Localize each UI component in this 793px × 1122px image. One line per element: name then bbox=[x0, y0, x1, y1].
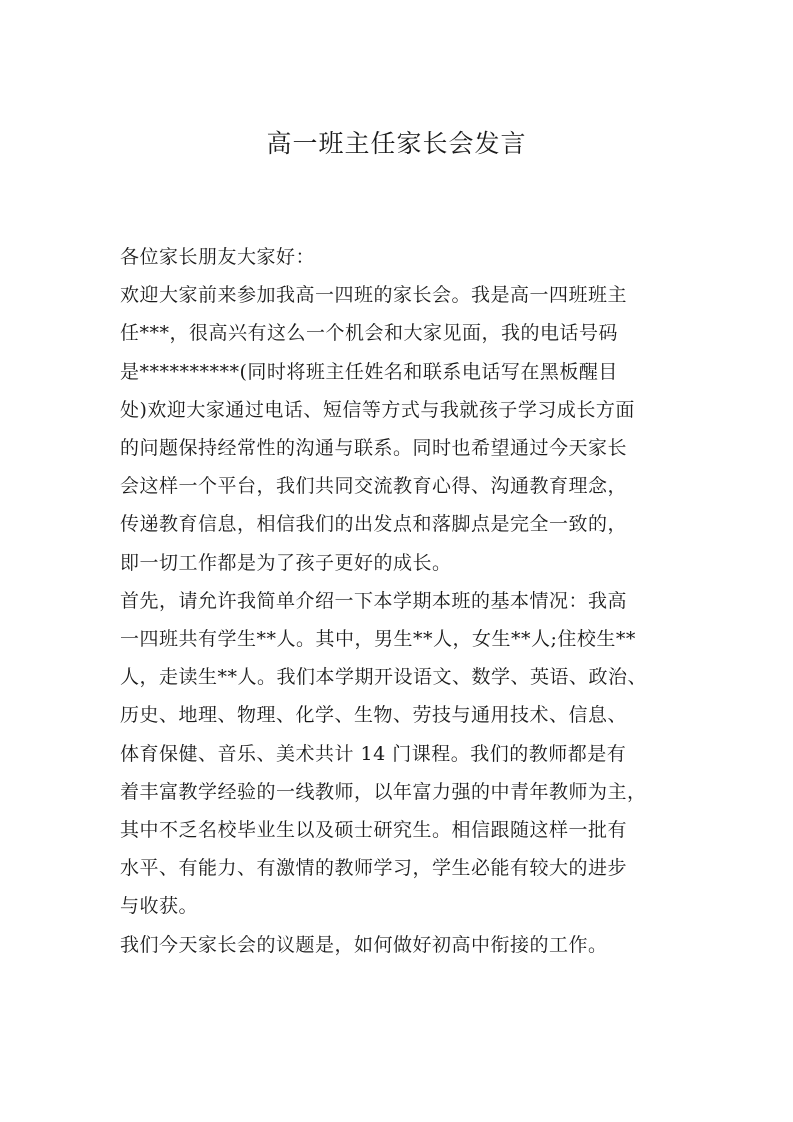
body-line: 传递教育信息，相信我们的出发点和落脚点是完全一致的， bbox=[120, 513, 628, 536]
body-line: 欢迎大家前来参加我高一四班的家长会。我是高一四班班主 bbox=[120, 284, 628, 307]
body-line: 我们今天家长会的议题是，如何做好初高中衔接的工作。 bbox=[120, 933, 608, 956]
body-line: 处)欢迎大家通过电话、短信等方式与我就孩子学习成长方面 bbox=[120, 398, 635, 421]
body-line: 着丰富教学经验的一线教师，以年富力强的中青年教师为主， bbox=[120, 780, 647, 803]
body-line: 各位家长朋友大家好： bbox=[120, 246, 316, 268]
body-line: 是**********(同时将班主任姓名和联系电话写在黑板醒目 bbox=[120, 360, 618, 383]
body-line: 任***，很高兴有这么一个机会和大家见面，我的电话号码 bbox=[120, 322, 619, 345]
body-line: 的问题保持经常性的沟通与联系。同时也希望通过今天家长 bbox=[120, 437, 628, 460]
body-line: 其中不乏名校毕业生以及硕士研究生。相信跟随这样一批有 bbox=[120, 819, 628, 842]
document-body bbox=[120, 238, 680, 964]
body-line: 首先，请允许我简单介绍一下本学期本班的基本情况：我高 bbox=[120, 589, 628, 612]
body-line: 历史、地理、物理、化学、生物、劳技与通用技术、信息、 bbox=[120, 704, 628, 727]
body-line: 体育保健、音乐、美术共计 14 门课程。我们的教师都是有 bbox=[120, 742, 627, 765]
body-line: 水平、有能力、有激情的教师学习，学生必能有较大的进步 bbox=[120, 857, 628, 880]
body-line: 即一切工作都是为了孩子更好的成长。 bbox=[120, 551, 452, 574]
body-line: 一四班共有学生**人。其中，男生**人，女生**人;住校生** bbox=[120, 628, 636, 651]
body-line: 人，走读生**人。我们本学期开设语文、数学、英语、政治、 bbox=[120, 666, 648, 689]
document-title: 高一班主任家长会发言 bbox=[266, 129, 527, 158]
body-line: 与收获。 bbox=[120, 895, 199, 918]
body-line: 会这样一个平台，我们共同交流教育心得、沟通教育理念， bbox=[120, 475, 628, 498]
